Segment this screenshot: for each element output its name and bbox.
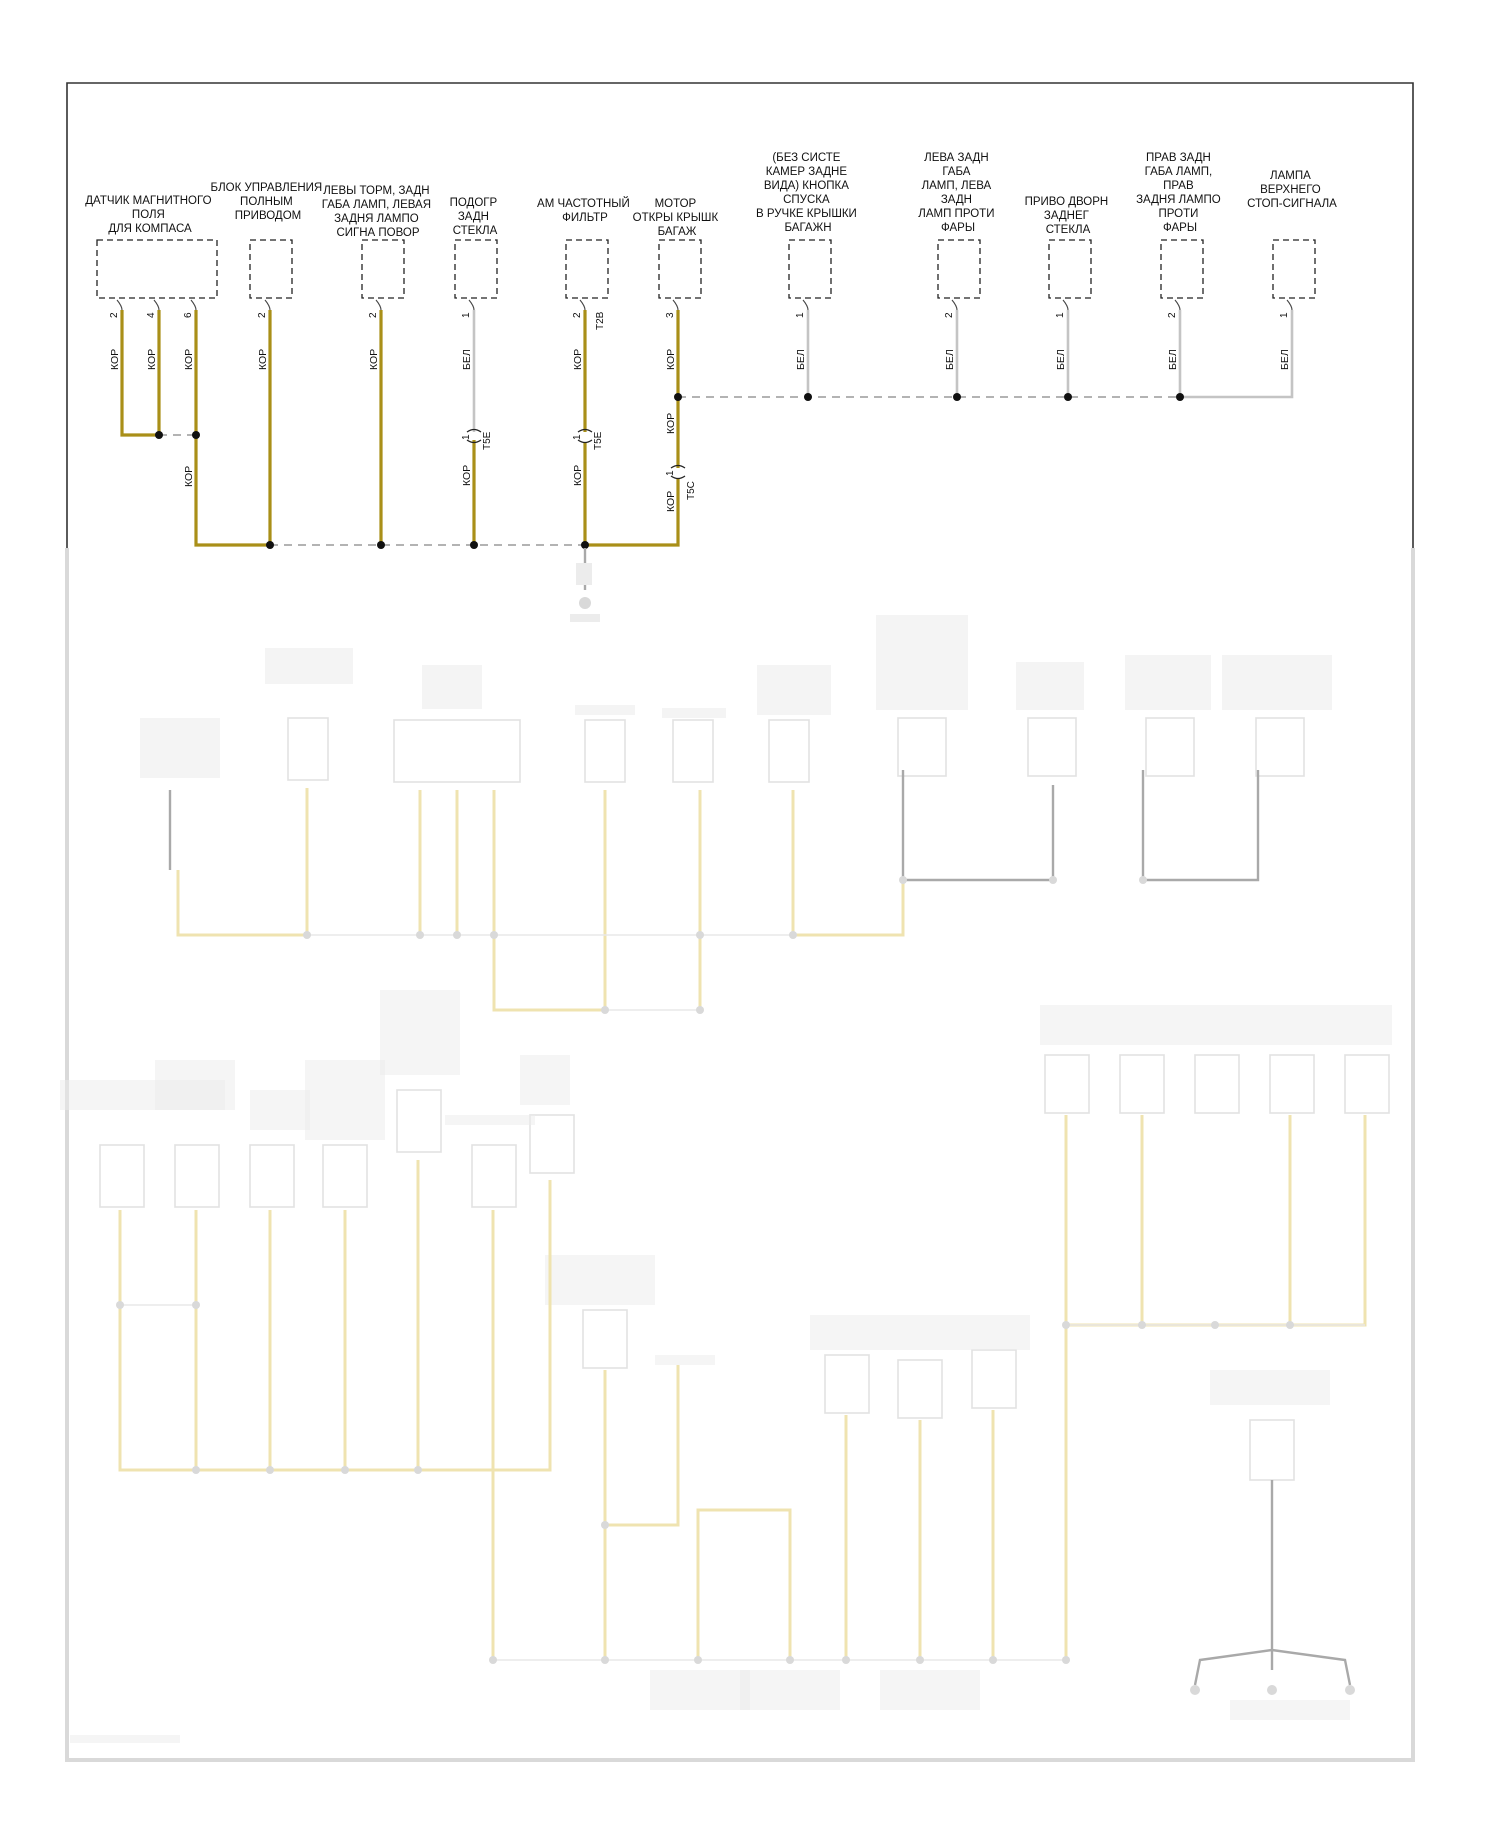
- component-release-button: [789, 240, 831, 298]
- pin-wiper-1: 1: [1055, 312, 1066, 318]
- pin-right-tail-2: 2: [1167, 312, 1178, 318]
- wire-label-kor-3: КОР: [183, 348, 195, 370]
- label-trunk-motor: МОТОР ОТКРЫ КРЫШК БАГАЖ: [632, 198, 719, 238]
- label-wiper-drive: ПРИВО ДВОРН ЗАДНЕГ СТЕКЛА: [1024, 196, 1109, 236]
- pin-stop-lamp-1: 1: [1279, 312, 1290, 318]
- connector-t2b: T2B: [595, 311, 606, 330]
- wire-label-bel-4: БЕЛ: [1055, 349, 1067, 370]
- connector-t5e-b-label: T5E: [593, 431, 604, 450]
- pin-heated-glass-1: 1: [461, 312, 472, 318]
- wire-label-bel-3: БЕЛ: [944, 349, 956, 370]
- connector-t5c-pin: 1: [665, 470, 676, 476]
- pin-hooks: [117, 300, 1292, 310]
- wire-label-kor-8: КОР: [572, 348, 584, 370]
- connector-t5e-a-pin: 1: [461, 434, 472, 440]
- label-am-filter: АМ ЧАСТОТНЫЙ ФИЛЬТР: [537, 198, 630, 224]
- wire-compass-pin6: [196, 310, 270, 545]
- wire-stop-lamp: [1180, 310, 1292, 397]
- wire-label-kor-9: КОР: [572, 464, 584, 486]
- pin-left-brake-2: 2: [368, 312, 379, 318]
- wire-label-kor-7: КОР: [461, 464, 473, 486]
- label-left-brake-lamp: ЛЕВЫ ТОРМ, ЗАДН ГАБА ЛАМП, ЛЕВАЯ ЗАДНЯ ЛАМПО СИГНА ПОВОР: [321, 185, 432, 239]
- faded-diagram-area: [60, 548, 1413, 1760]
- label-compass: ДАТЧИК МАГНИТНОГО ПОЛЯ ДЛЯ КОМПАСА: [85, 195, 212, 235]
- pin-awd-2: 2: [257, 312, 268, 318]
- wire-label-kor-10: КОР: [665, 348, 677, 370]
- wire-label-kor-6: КОР: [368, 348, 380, 370]
- component-compass-sensor: [97, 240, 217, 298]
- pin-compass-6: 6: [183, 312, 194, 318]
- label-right-tail-lamp: ПРАВ ЗАДН ГАБА ЛАМП, ПРАВ ЗАДНЯ ЛАМПО ПРОТИ ФАРЫ: [1136, 152, 1221, 234]
- pin-left-tail-2: 2: [944, 312, 955, 318]
- pin-release-button-1: 1: [795, 312, 806, 318]
- component-am-filter: [566, 240, 608, 298]
- label-heated-glass: ПОДОГР ЗАДН СТЕКЛА: [449, 197, 498, 237]
- wire-label-bel-1: БЕЛ: [461, 349, 473, 370]
- component-left-brake-lamp: [362, 240, 404, 298]
- pin-compass-2: 2: [109, 312, 120, 318]
- label-awd-control: БЛОК УПРАВЛЕНИЯ ПОЛНЫМ ПРИВОДОМ: [210, 182, 323, 222]
- component-heated-glass: [455, 240, 497, 298]
- wire-label-kor-11: КОР: [665, 412, 677, 434]
- connector-t5e-a-label: T5E: [482, 431, 493, 450]
- wire-label-kor-1: КОР: [109, 348, 121, 370]
- label-stop-lamp: ЛАМПА ВЕРХНЕГО СТОП-СИГНАЛА: [1247, 170, 1337, 210]
- pin-compass-4: 4: [146, 312, 157, 318]
- pin-trunk-motor-3: 3: [665, 312, 676, 318]
- wire-label-bel-6: БЕЛ: [1279, 349, 1291, 370]
- component-trunk-motor: [659, 240, 701, 298]
- connector-t5c-label: T5C: [686, 481, 697, 500]
- component-stop-lamp: [1273, 240, 1315, 298]
- label-left-tail-lamp: ЛЕВА ЗАДН ГАБА ЛАМП, ЛЕВА ЗАДН ЛАМП ПРОТИ ФАРЫ: [918, 152, 995, 234]
- wire-label-bel-2: БЕЛ: [795, 349, 807, 370]
- component-right-tail-lamp: [1161, 240, 1203, 298]
- wire-label-kor-5: КОР: [257, 348, 269, 370]
- wire-label-kor-12: КОР: [665, 490, 677, 512]
- wire-compass-pin2: [122, 310, 159, 435]
- wire-label-kor-4: КОР: [183, 465, 195, 487]
- component-wiper-drive: [1049, 240, 1091, 298]
- wire-label-bel-5: БЕЛ: [1167, 349, 1179, 370]
- pin-am-filter-2: 2: [572, 312, 583, 318]
- connector-t5e-b-pin: 1: [572, 434, 583, 440]
- label-release-button: (БЕЗ СИСТЕ КАМЕР ЗАДНЕ ВИДА) КНОПКА СПУСКА В РУЧКЕ КРЫШКИ БАГАЖН: [755, 152, 857, 234]
- wire-label-kor-2: КОР: [146, 348, 158, 370]
- component-awd-control: [250, 240, 292, 298]
- component-left-tail-lamp: [938, 240, 980, 298]
